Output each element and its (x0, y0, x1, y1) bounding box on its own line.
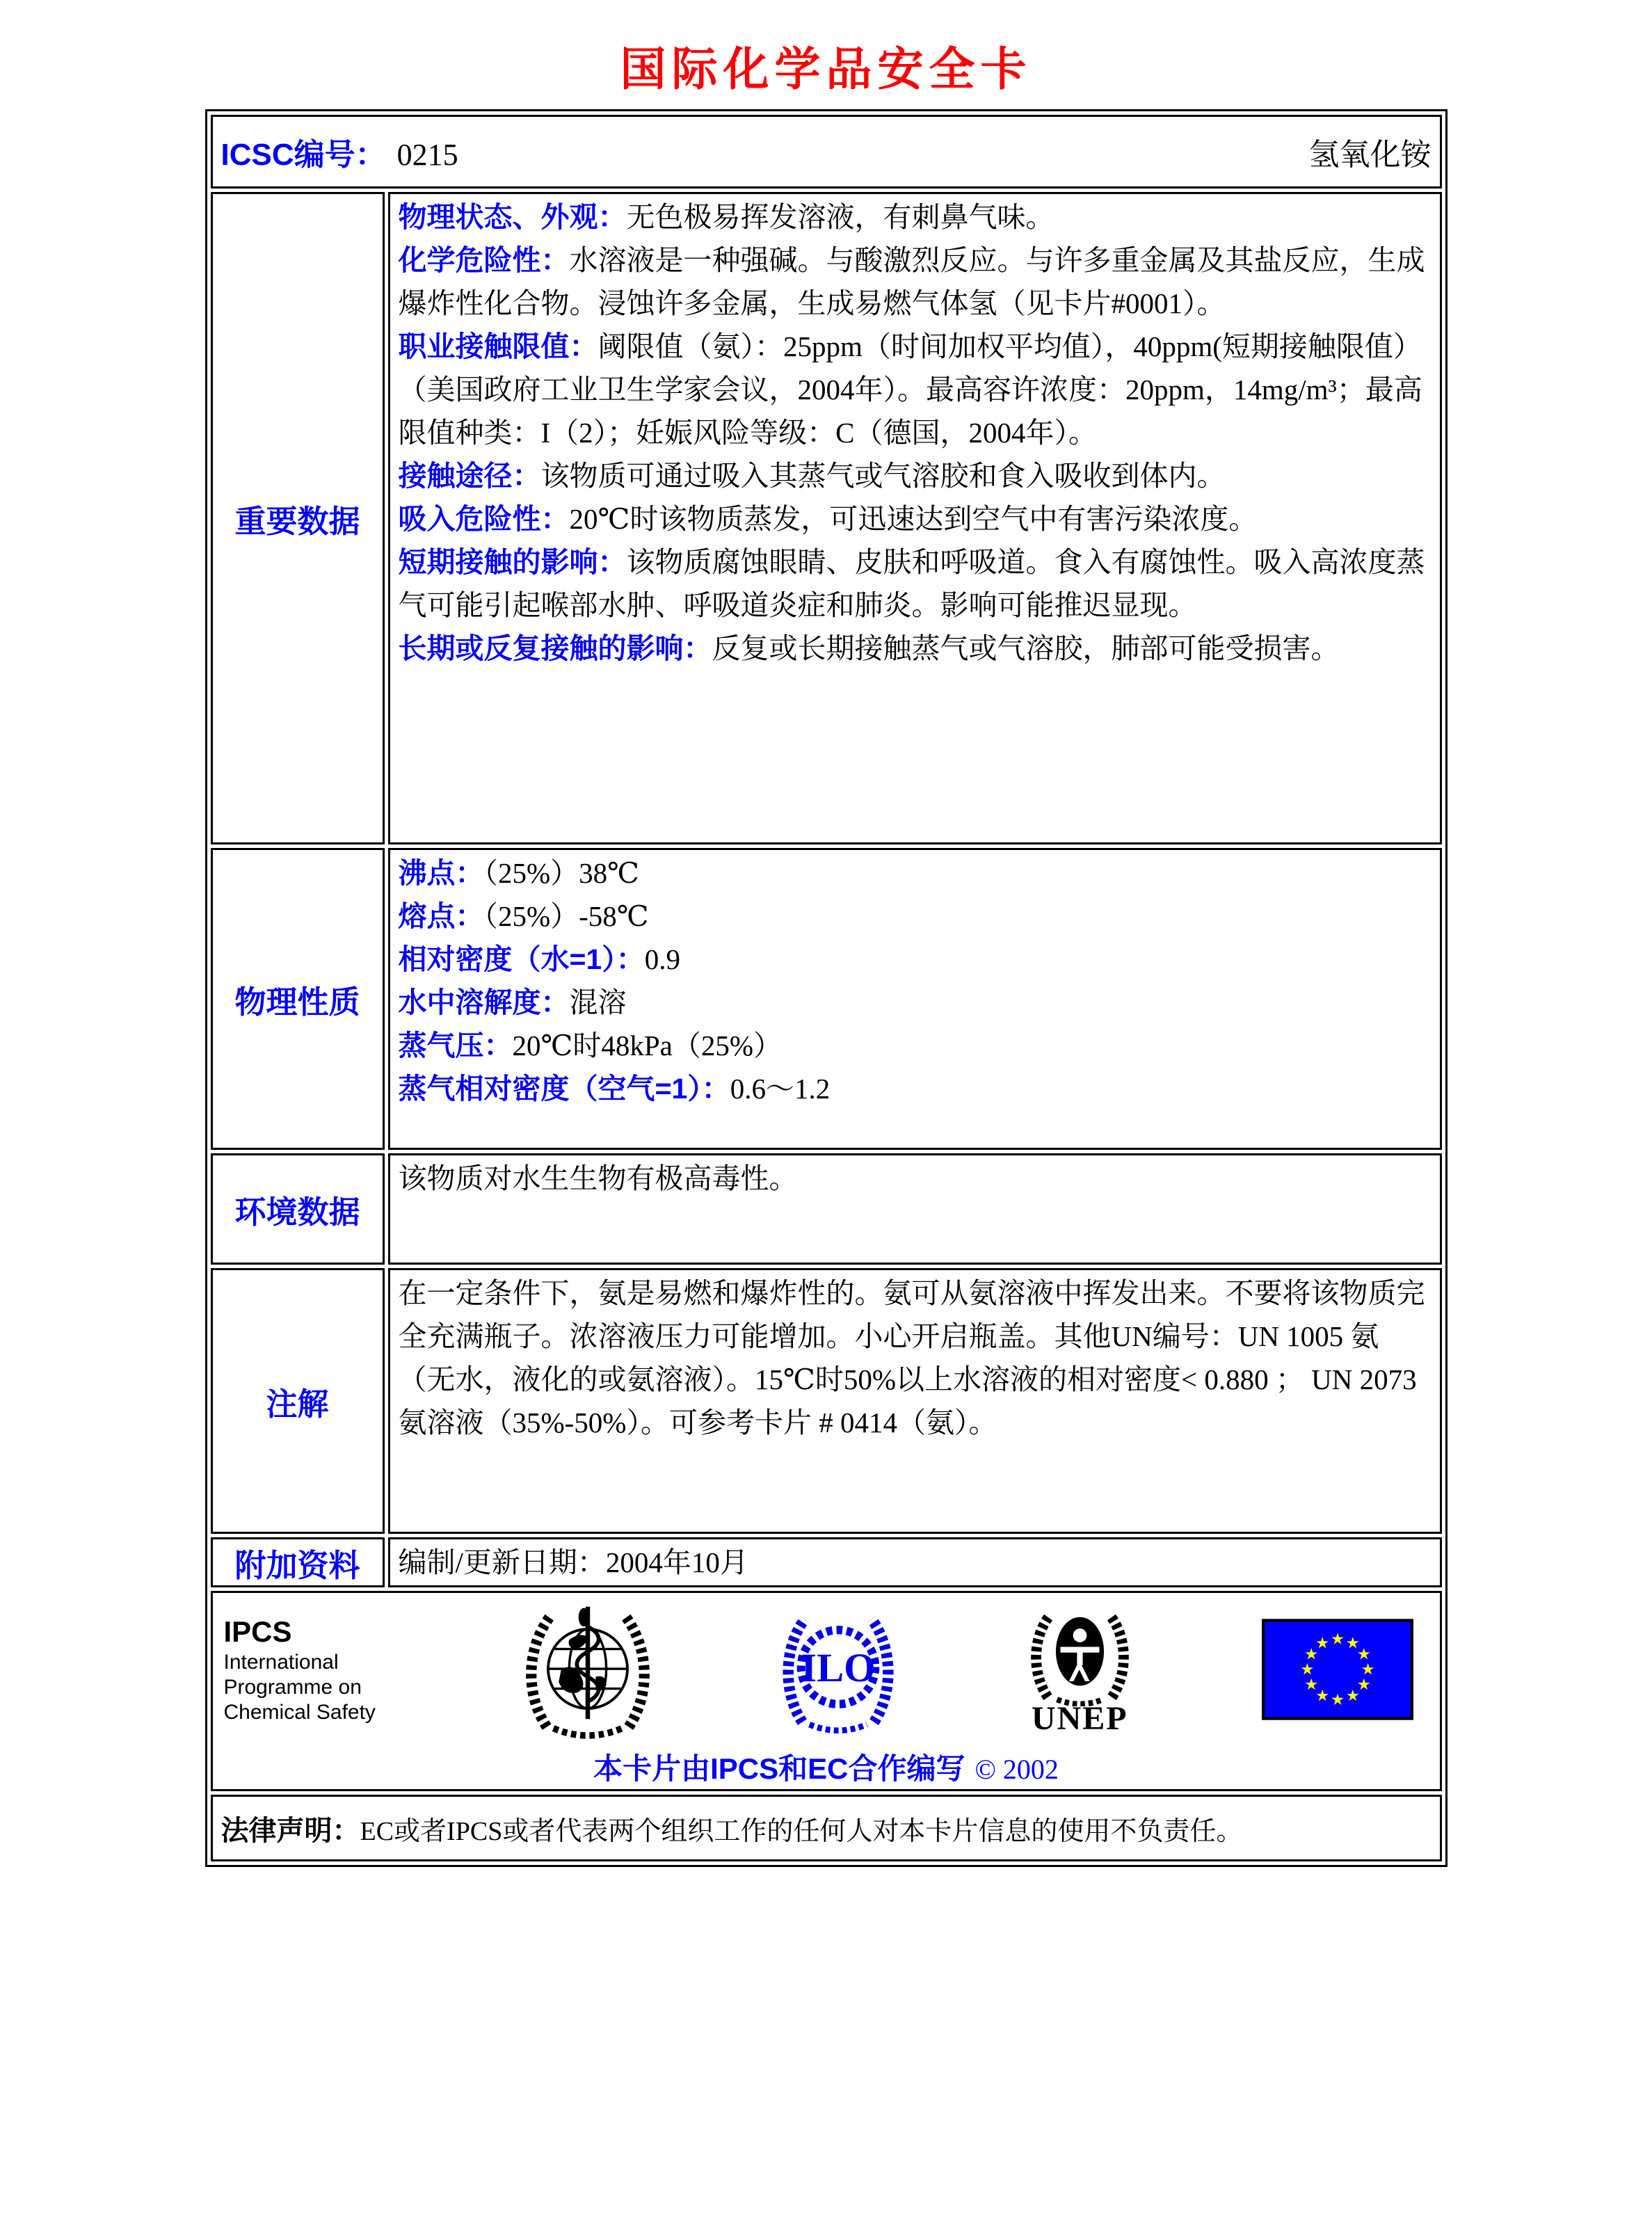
field-text: 无色极易挥发溶液，有刺鼻气味。 (626, 201, 1054, 233)
credit-year: © 2002 (975, 1754, 1059, 1785)
ipcs-name: IPCS (223, 1615, 292, 1648)
ipcs-text-block (224, 1614, 398, 1725)
physical-properties-row (211, 848, 1442, 1150)
credit-line (221, 1746, 1432, 1788)
environment-data-content: 该物质对水生生物有极高毒性。 (388, 1153, 1442, 1265)
field-label: 沸点： (398, 857, 484, 889)
field-inhalation-risk (399, 497, 1432, 540)
field-boiling-point (399, 851, 1432, 895)
date-value: 2004年10月 (605, 1546, 748, 1578)
notes-content: 在一定条件下，氨是易燃和爆炸性的。氨可从氨溶液中挥发出来。不要将该物质完全充满瓶子。浓溶液压力可能增加。小心开启瓶盖。其他UN编号：UN 1005 氨（无水，液化的或氨溶液）。15℃时50%以上水溶液的相对密度< 0.880 ； UN 2073 氨溶液（35%-50%）。可参考卡片 # 0414（氨）。 (388, 1268, 1442, 1534)
ipcs-line: Programme on (223, 1676, 362, 1699)
field-text: 20℃时该物质蒸发，可迅速达到空气中有害污染浓度。 (569, 503, 1258, 535)
important-data-row-label: 重要数据 (211, 192, 385, 844)
field-melting-point (399, 895, 1432, 938)
field-water-solubility (399, 981, 1432, 1024)
logos-cell (211, 1591, 1442, 1791)
additional-info-content (388, 1537, 1442, 1587)
important-data-row (211, 192, 1442, 844)
field-text: 0.9 (644, 943, 680, 975)
field-chemical-danger (399, 239, 1432, 325)
field-exposure-routes (399, 454, 1432, 497)
field-label: 蒸气相对密度（空气=1）： (398, 1073, 730, 1105)
unep-logo-icon (1023, 1603, 1137, 1706)
physical-properties-content (388, 848, 1442, 1150)
ipcs-line: International (223, 1651, 339, 1674)
environment-data-row (211, 1153, 1442, 1265)
field-text: 阈限值（氨）：25ppm（时间加权平均值），40ppm(短期接触限值）（美国政府工业卫生学家会议，2004年）。最高容许浓度：20ppm，14mg/m³；最高限值种类：I（2）；妊娠风险等级：C（德国，2004年）。 (398, 330, 1422, 449)
field-text: 0.6～1.2 (730, 1073, 831, 1105)
logos-row (211, 1591, 1442, 1791)
field-physical-state (399, 195, 1432, 239)
important-data-content (388, 192, 1442, 844)
field-label: 相对密度（水=1）： (398, 943, 645, 975)
field-vapor-pressure (399, 1024, 1432, 1067)
field-label: 职业接触限值： (398, 330, 598, 362)
legal-text: EC或者IPCS或者代表两个组织工作的任何人对本卡片信息的使用不负责任。 (360, 1816, 1243, 1846)
field-label: 物理状态、外观： (398, 201, 627, 233)
field-occupational-limits (399, 325, 1432, 454)
icsc-number-label: ICSC编号： (220, 138, 386, 172)
legal-cell (211, 1795, 1442, 1861)
field-text: 该物质腐蚀眼睛、皮肤和呼吸道。食入有腐蚀性。吸入高浓度蒸气可能引起喉部水肿、呼吸道炎症和肺炎。影响可能推迟显现。 (398, 546, 1425, 621)
additional-info-row-label: 附加资料 (211, 1537, 385, 1587)
page-title: 国际化学品安全卡 (620, 43, 1032, 95)
ipcs-line: Chemical Safety (223, 1701, 376, 1724)
field-text: 该物质可通过吸入其蒸气或气溶胶和食入吸收到体内。 (540, 460, 1226, 492)
field-label: 化学危险性： (398, 244, 570, 276)
environment-data-row-label: 环境数据 (211, 1153, 385, 1265)
field-text: （25%）-58℃ (483, 900, 649, 932)
field-text: 水溶液是一种强碱。与酸激烈反应。与许多重金属及其盐反应，生成爆炸性化合物。浸蚀许多金属，生成易燃气体氢（见卡片#0001）。 (398, 244, 1425, 319)
ilo-logo-text: ILO (801, 1645, 876, 1691)
field-text: 混溶 (569, 986, 627, 1018)
field-vapor-relative-density (399, 1067, 1432, 1110)
field-text: 20℃时48kPa（25%） (512, 1030, 783, 1062)
field-label: 长期或反复接触的影响： (398, 632, 712, 664)
credit-text: 本卡片由IPCS和EC合作编写 (593, 1752, 965, 1785)
legal-row (211, 1795, 1442, 1861)
field-label: 短期接触的影响： (398, 546, 627, 578)
additional-info-row (211, 1537, 1442, 1587)
legal-label: 法律声明： (220, 1815, 360, 1846)
field-label: 熔点： (398, 900, 484, 932)
who-logo-icon (522, 1600, 654, 1739)
field-label: 蒸气压： (398, 1030, 513, 1062)
field-label: 接触途径： (398, 460, 541, 492)
ilo-logo-icon (778, 1601, 898, 1738)
notes-row-label: 注解 (211, 1268, 385, 1534)
field-text: 反复或长期接触蒸气或气溶胶，肺部可能受损害。 (712, 632, 1340, 664)
icsc-card-table (205, 109, 1447, 1867)
header-row (211, 115, 1442, 189)
field-relative-density (399, 938, 1432, 981)
icsc-number-value: 0215 (396, 138, 458, 172)
field-label: 吸入危险性： (398, 503, 570, 535)
field-text: （25%）38℃ (483, 857, 640, 889)
header-cell (211, 115, 1442, 189)
field-label: 水中溶解度： (398, 986, 570, 1018)
unep-logo-block (1023, 1603, 1137, 1736)
date-label: 编制/更新日期： (398, 1546, 606, 1578)
icsc-number-group (221, 129, 458, 174)
chemical-name: 氢氧化铵 (1308, 138, 1432, 172)
physical-properties-row-label: 物理性质 (211, 848, 385, 1150)
field-long-term-effects (399, 627, 1432, 670)
field-short-term-effects (399, 540, 1432, 627)
eu-flag-icon (1262, 1619, 1413, 1720)
notes-row (211, 1268, 1442, 1534)
unep-logo-text: UNEP (1031, 1700, 1128, 1737)
